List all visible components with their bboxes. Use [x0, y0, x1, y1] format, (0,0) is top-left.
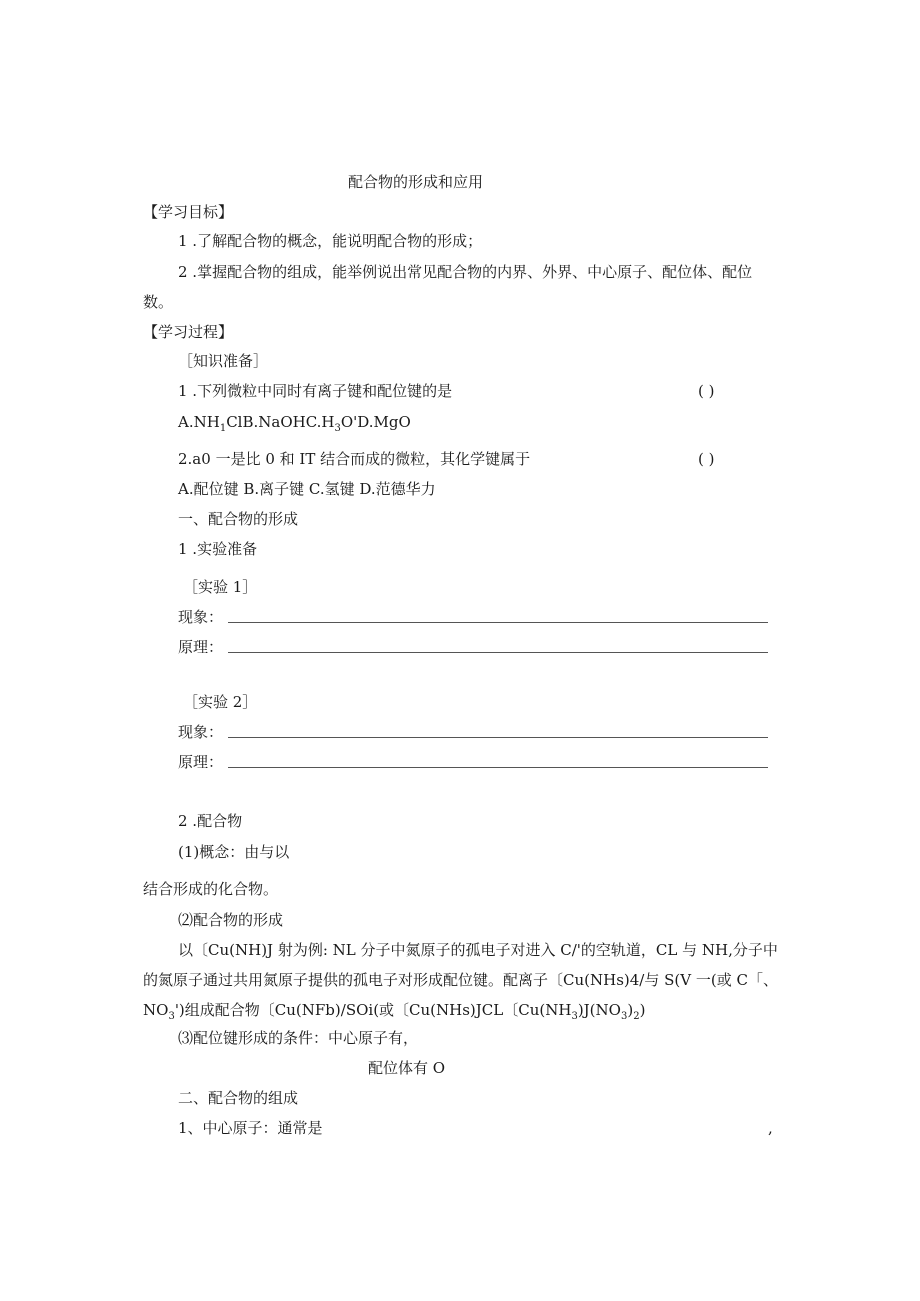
formation-heading: ⑵配合物的形成	[178, 911, 284, 929]
experiment-1-principle-blank[interactable]	[228, 652, 768, 653]
formation-para-line-3: $NO_3'$)组成配合物〔Cu(NFb)/SOi(或〔Cu(NHs)JCL〔$Cu(NH_3)J(NO_3)_2$)	[143, 1001, 646, 1022]
question-1: 1 .下列微粒中同时有离子键和配位键的是	[178, 382, 453, 400]
experiment-2-phenomenon-blank[interactable]	[228, 737, 768, 738]
objective-2: 2 .掌握配合物的组成，能举例说出常见配合物的内界、外界、中心原子、配位体、配位	[178, 263, 753, 281]
experiment-1-phenomenon-blank[interactable]	[228, 622, 768, 623]
objectives-heading: 【学习目标】	[143, 203, 234, 221]
concept-line: (1)概念：由与以	[178, 843, 290, 861]
condition-line: ⑶配位键形成的条件：中心原子有，	[178, 1029, 419, 1047]
question-2: 2.a0 一是比 0 和 IT 结合而成的微粒，其化学键属于	[178, 450, 531, 468]
formation-para-line-2: 的氮原子通过共用氮原子提供的孤电子对形成配位键。配离子〔Cu(NHs)4/与 S(V 一(或 C「、	[143, 971, 778, 989]
concept-line-cont: 结合形成的化合物。	[143, 880, 279, 898]
prep-heading: ［知识准备］	[178, 352, 269, 370]
ligand-line: 配位体有 O	[368, 1059, 446, 1077]
question-2-options: A.配位键 B.离子键 C.氢键 D.范德华力	[178, 480, 436, 498]
experiment-1-principle-label: 原理：	[178, 638, 224, 656]
section-1-sub-2: 2 .配合物	[178, 812, 243, 830]
process-heading: 【学习过程】	[143, 323, 234, 341]
question-1-answer: ( )	[698, 382, 715, 400]
central-atom-line: 1、中心原子：通常是	[178, 1119, 323, 1137]
section-1-heading: 一、配合物的形成	[178, 510, 299, 528]
experiment-1-phenomenon-label: 现象：	[178, 608, 224, 626]
page-title: 配合物的形成和应用	[348, 173, 484, 191]
section-2-heading: 二、配合物的组成	[178, 1089, 299, 1107]
central-atom-comma: ,	[768, 1119, 773, 1137]
experiment-2-principle-label: 原理：	[178, 753, 224, 771]
experiment-2-principle-blank[interactable]	[228, 767, 768, 768]
formation-para-line-1: 以〔Cu(NH)J 射为例: NL 分子中氮原子的孤电子对进入 C/'的空轨道，CL 与 NH,分子中	[178, 941, 778, 959]
section-1-sub-1: 1 .实验准备	[178, 540, 258, 558]
objective-1: 1 .了解配合物的概念，能说明配合物的形成；	[178, 232, 483, 250]
objective-2-cont: 数。	[143, 293, 174, 311]
experiment-1-label: ［实验 1］	[183, 578, 258, 596]
question-1-options: $A.NH_1ClB.NaOHC.H_3O'D.MgO$	[178, 413, 411, 434]
experiment-2-label: ［实验 2］	[183, 693, 258, 711]
question-2-answer: ( )	[698, 450, 715, 468]
experiment-2-phenomenon-label: 现象：	[178, 723, 224, 741]
